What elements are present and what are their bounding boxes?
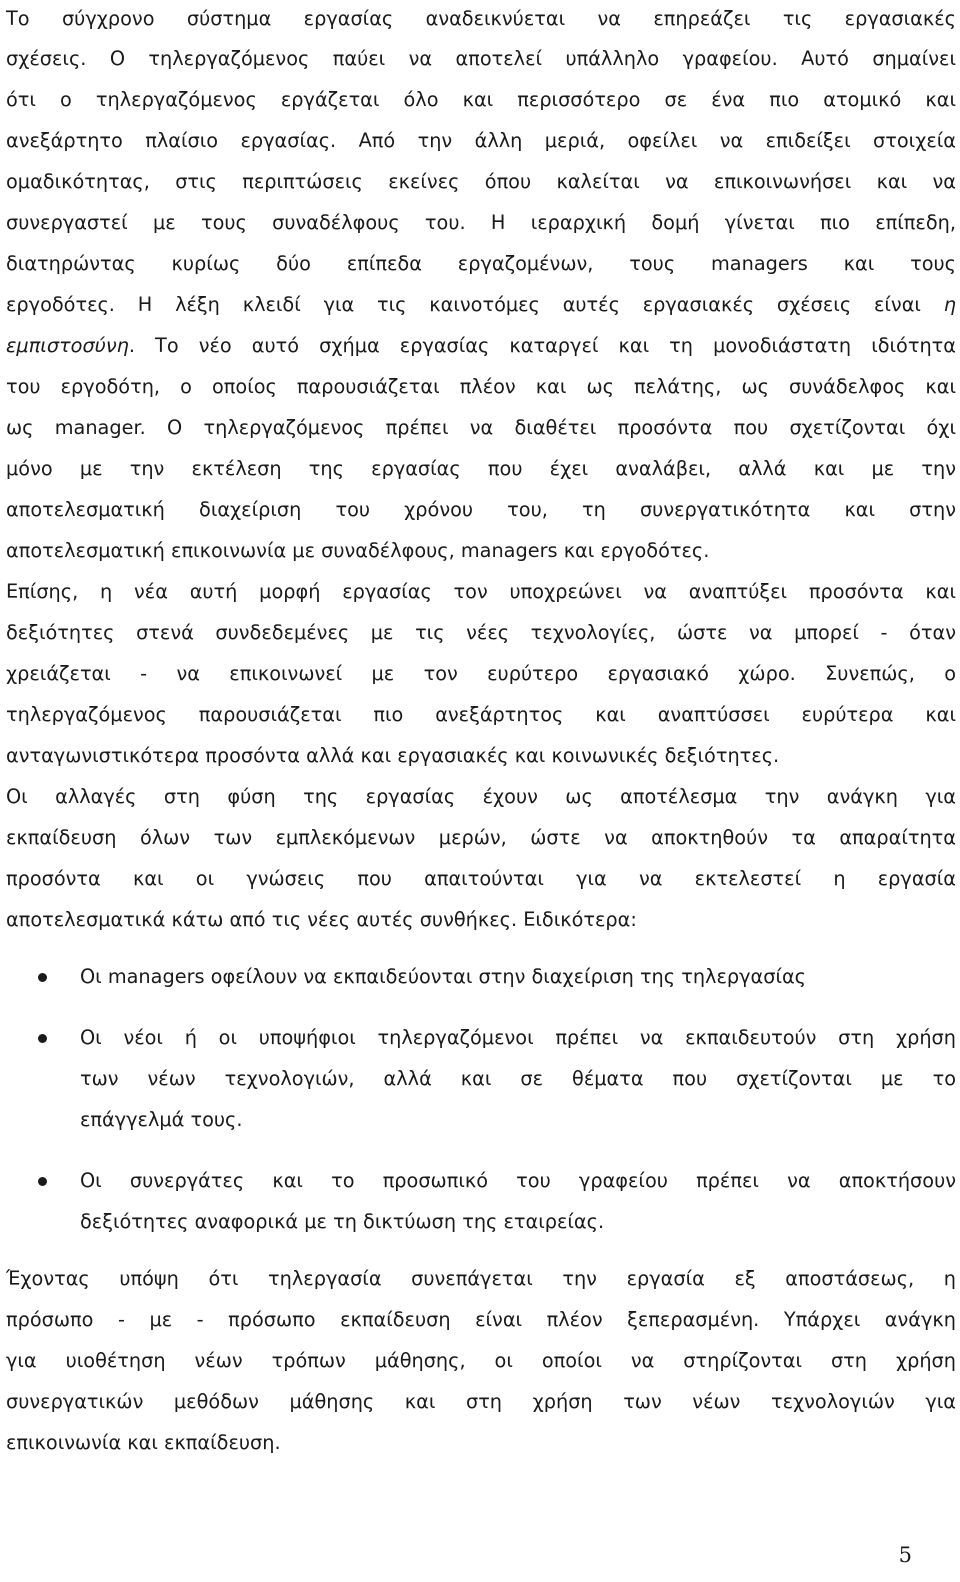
text-line: τηλεργαζόμενος παρουσιάζεται πιο ανεξάρτητος και αναπτύσσει ευρύτερα και	[6, 703, 956, 726]
list-item-text: Οι managers οφείλουν να εκπαιδεύονται στην διαχείριση της τηλεργασίας	[80, 965, 807, 988]
text-line: προσόντα και οι γνώσεις που απαιτούνται για να εκτελεστεί η εργασία	[6, 867, 956, 890]
text-run: . Το νέο αυτό σχήμα εργασίας καταργεί και τη μονοδιάστατη ιδιότητα	[128, 334, 956, 357]
text-line: εκπαίδευση όλων των εμπλεκόμενων μερών, ώστε να αποκτηθούν τα απαραίτητα	[6, 826, 956, 849]
list-item-text: Οι συνεργάτες και το προσωπικό του γραφείου πρέπει να αποκτήσουν	[80, 1169, 956, 1192]
text-line: αποτελεσματικά κάτω από τις νέες αυτές συνθήκες. Ειδικότερα:	[6, 908, 637, 931]
text-line: ως manager. Ο τηλεργαζόμενος πρέπει να διαθέτει προσόντα που σχετίζονται όχι	[6, 416, 956, 439]
text-line: συνεργατικών μεθόδων μάθησης και στη χρήση των νέων τεχνολογιών για	[6, 1390, 956, 1413]
emphasis-text: εμπιστοσύνη	[6, 334, 129, 357]
text-line: αποτελεσματική επικοινωνία με συναδέλφους, managers και εργοδότες.	[6, 539, 710, 562]
text-line: αποτελεσματική διαχείριση του χρόνου του, τη συνεργατικότητα και στην	[6, 498, 956, 521]
text-line: διατηρώντας κυρίως δύο επίπεδα εργαζομένων, τους managers και τους	[6, 252, 956, 275]
text-line: για υιοθέτηση νέων τρόπων μάθησης, οι οποίοι να στηρίζονται στη χρήση	[6, 1349, 956, 1372]
list-item-text: Οι νέοι ή οι υποψήφιοι τηλεργαζόμενοι πρέπει να εκπαιδευτούν στη χρήση	[80, 1026, 956, 1049]
text-line: σχέσεις. Ο τηλεργαζόμενος παύει να αποτελεί υπάλληλο γραφείου. Αυτό σημαίνει	[6, 47, 956, 70]
text-line: χρειάζεται - να επικοινωνεί με τον ευρύτερο εργασιακό χώρο. Συνεπώς, ο	[6, 662, 956, 685]
text-line: ανταγωνιστικότερα προσόντα αλλά και εργασιακές και κοινωνικές δεξιότητες.	[6, 744, 780, 767]
text-line: ανεξάρτητο πλαίσιο εργασίας. Από την άλλη μεριά, οφείλει να επιδείξει στοιχεία	[6, 129, 956, 152]
text-line: δεξιότητες στενά συνδεδεμένες με τις νέες τεχνολογίες, ώστε να μπορεί - όταν	[6, 621, 956, 644]
text-line	[6, 327, 956, 365]
bullet-icon	[38, 1034, 47, 1043]
text-line: Οι αλλαγές στη φύση της εργασίας έχουν ως αποτέλεσμα την ανάγκη για	[6, 785, 956, 808]
text-line: του εργοδότη, ο οποίος παρουσιάζεται πλέον και ως πελάτης, ως συνάδελφος και	[6, 375, 956, 398]
text-line	[6, 286, 956, 324]
text-run: εργοδότες. Η λέξη κλειδί για τις καινοτόμες αυτές εργασιακές σχέσεις είναι	[6, 293, 921, 316]
text-line: ομαδικότητας, στις περιπτώσεις εκείνες όπου καλείται να επικοινωνήσει και να	[6, 170, 956, 193]
text-line: Το σύγχρονο σύστημα εργασίας αναδεικνύεται να επηρεάζει τις εργασιακές	[6, 7, 956, 30]
text-line: ότι ο τηλεργαζόμενος εργάζεται όλο και περισσότερο σε ένα πιο ατομικό και	[6, 88, 956, 111]
emphasis-text: η	[943, 293, 956, 316]
text-line: πρόσωπο - με - πρόσωπο εκπαίδευση είναι πλέον ξεπερασμένη. Υπάρχει ανάγκη	[6, 1308, 956, 1331]
bullet-icon	[38, 973, 47, 982]
text-line: Έχοντας υπόψη ότι τηλεργασία συνεπάγεται την εργασία εξ αποστάσεως, η	[6, 1267, 956, 1290]
list-item-text: επάγγελμά τους.	[80, 1108, 243, 1131]
text-line: Επίσης, η νέα αυτή μορφή εργασίας τον υποχρεώνει να αναπτύξει προσόντα και	[6, 580, 956, 603]
list-item-text: των νέων τεχνολογιών, αλλά και σε θέματα που σχετίζονται με το	[80, 1067, 956, 1090]
page-number: 5	[898, 1543, 912, 1567]
list-item-text: δεξιότητες αναφορικά με τη δικτύωση της εταιρείας.	[80, 1210, 605, 1233]
text-line: μόνο με την εκτέλεση της εργασίας που έχει αναλάβει, αλλά και με την	[6, 457, 956, 480]
text-line: επικοινωνία και εκπαίδευση.	[6, 1431, 281, 1454]
bullet-icon	[38, 1177, 47, 1186]
text-line: συνεργαστεί με τους συναδέλφους του. Η ιεραρχική δομή γίνεται πιο επίπεδη,	[6, 211, 956, 234]
